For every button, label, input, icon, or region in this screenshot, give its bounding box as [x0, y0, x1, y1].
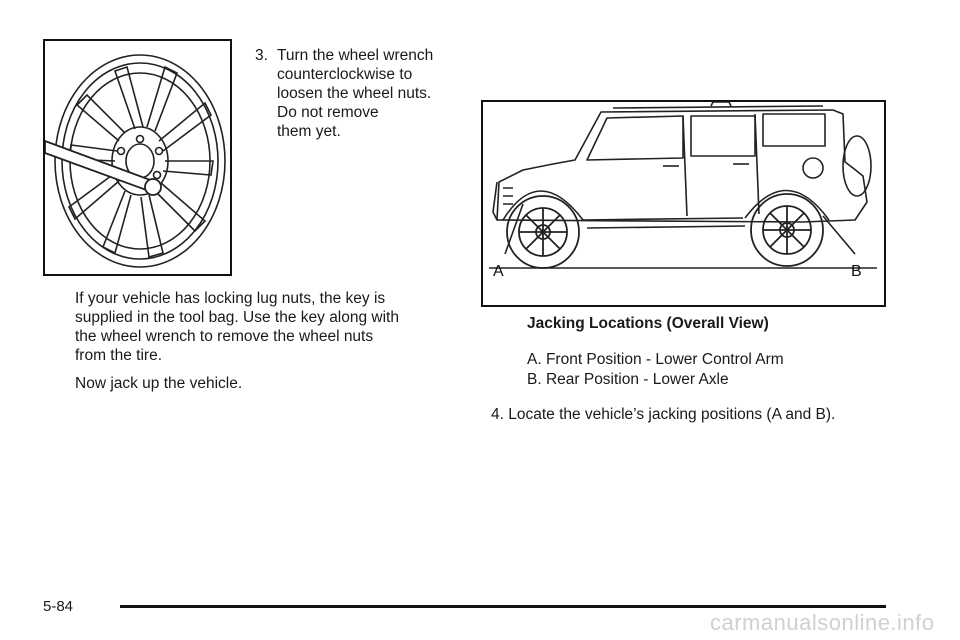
page-number: 5-84	[43, 598, 74, 615]
step-3	[255, 46, 455, 142]
rear-wheel	[751, 194, 823, 266]
paragraph-line: If your vehicle has locking lug nuts, the key is	[75, 290, 386, 307]
step-3-line: loosen the wheel nuts.	[277, 85, 432, 102]
legend-item-a: A. Front Position - Lower Control Arm	[527, 351, 784, 368]
locking-lug-nut-paragraph	[75, 289, 465, 365]
wheel-wrench-figure	[43, 39, 232, 276]
paragraph-line: the wheel wrench to remove the wheel nuts	[75, 328, 374, 345]
vehicle-jacking-figure	[481, 100, 886, 307]
jack-up-paragraph: Now jack up the vehicle.	[75, 375, 243, 392]
step-3-line: Do not remove	[277, 104, 379, 121]
step-3-line: counterclockwise to	[277, 66, 413, 83]
watermark: carmanualsonline.info	[710, 610, 935, 635]
step-3-line: Turn the wheel wrench	[277, 47, 434, 64]
step-4: 4. Locate the vehicle’s jacking positions (A and B).	[491, 406, 836, 423]
suv-side-view-illustration	[483, 102, 884, 305]
legend-item-b: B. Rear Position - Lower Axle	[527, 371, 729, 388]
footer-rule	[120, 605, 886, 608]
jack-point-a-label: A	[493, 263, 504, 280]
front-wheel	[507, 196, 579, 268]
jack-point-b-leader	[823, 216, 855, 254]
paragraph-line: from the tire.	[75, 347, 162, 364]
step-3-number: 3.	[255, 47, 268, 64]
paragraph-line: supplied in the tool bag. Use the key along with	[75, 309, 399, 326]
jack-point-b-label: B	[851, 263, 862, 280]
figure-caption: Jacking Locations (Overall View)	[527, 315, 769, 332]
wheel-illustration	[45, 41, 230, 274]
step-3-line: them yet.	[277, 123, 341, 140]
